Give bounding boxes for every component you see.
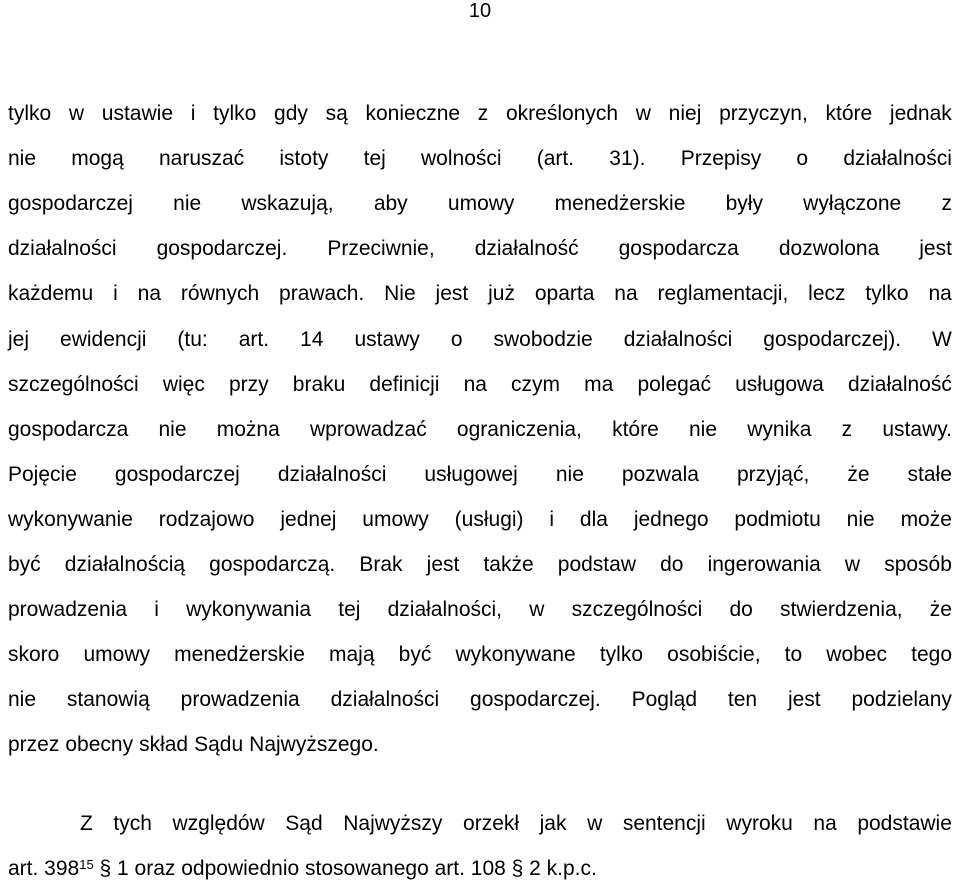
text-line: [8, 595, 952, 625]
word: usługowej: [424, 462, 518, 486]
word: jednej: [280, 507, 337, 531]
word: działalność: [474, 237, 579, 261]
word: nie: [8, 147, 37, 171]
paragraph-2-line-2: [8, 854, 952, 884]
footnote-superscript: 15: [79, 857, 94, 872]
word: tylko: [865, 282, 909, 306]
word: tej: [338, 598, 361, 622]
word: z: [477, 102, 489, 125]
text-line: [8, 640, 952, 670]
word: ustawy.: [882, 417, 952, 441]
word: skoro: [8, 643, 60, 667]
word: ustawy: [354, 327, 420, 351]
word: dla: [579, 507, 608, 531]
word: konieczne: [365, 102, 461, 125]
text-line: [8, 370, 952, 400]
word: gospodarczej: [114, 462, 240, 486]
word: 14: [300, 327, 324, 351]
word: Pojęcie: [8, 462, 77, 486]
word: jej: [8, 327, 30, 351]
word: jest: [919, 237, 952, 261]
word: gospodarczej).: [763, 327, 902, 351]
text-line: [8, 325, 952, 355]
word: jest: [787, 688, 821, 712]
word: działalności: [277, 462, 387, 486]
word: jest: [426, 553, 460, 576]
word: i: [549, 507, 555, 531]
word: (art.: [536, 147, 575, 171]
word: gospodarczej.: [156, 237, 288, 261]
word: ma: [584, 372, 614, 396]
word: szczególności: [8, 372, 139, 396]
word: już: [488, 282, 515, 306]
word: Przeciwnie,: [327, 237, 435, 261]
word: na: [614, 282, 638, 306]
word: podstaw: [557, 553, 636, 576]
word: przy: [228, 372, 269, 396]
word: są: [325, 102, 348, 125]
word: wyroku: [726, 812, 793, 835]
word: ustawie: [101, 102, 173, 125]
word: mają: [329, 643, 375, 667]
word: działalności: [843, 147, 952, 171]
text-line: [8, 144, 952, 174]
word: że: [847, 462, 870, 486]
word: art.: [238, 327, 270, 351]
word: podzielany: [851, 688, 952, 712]
word: naruszać: [158, 147, 245, 171]
text-line: [8, 460, 952, 490]
word: braku: [292, 372, 346, 396]
word: nie: [8, 688, 37, 712]
word: działalności: [330, 688, 440, 712]
word: nie: [158, 417, 187, 441]
word: obecny: [65, 733, 134, 757]
word: wynika: [747, 417, 812, 441]
word: Nie: [384, 282, 416, 306]
word: działalność: [847, 372, 952, 396]
word: w: [844, 553, 861, 576]
word: umowy: [83, 643, 151, 667]
word: swobodzie: [493, 327, 593, 351]
word: W: [932, 327, 952, 351]
word: podmiotu: [734, 507, 821, 531]
word: sposób: [884, 553, 952, 576]
word: tylko: [213, 102, 257, 125]
word: Pogląd: [631, 688, 698, 712]
word: stanowią: [66, 688, 150, 712]
word: tej: [363, 147, 386, 171]
word: stałe: [907, 462, 952, 486]
word: tego: [911, 643, 952, 667]
word: o: [450, 327, 463, 351]
word: wprowadzać: [309, 417, 427, 441]
word: ograniczenia,: [456, 417, 582, 441]
word: więc: [162, 372, 205, 396]
page-number: 10: [468, 0, 492, 22]
word: Sądu: [194, 733, 244, 757]
word: menedżerskie: [174, 643, 305, 667]
word: (tu:: [177, 327, 208, 351]
word: gospodarcza: [8, 417, 129, 441]
word: skład: [139, 733, 189, 757]
word: (usługi): [454, 507, 524, 531]
word: działalności: [623, 327, 733, 351]
word: tylko: [8, 102, 52, 125]
word: że: [929, 598, 952, 622]
word: Najwyższego.: [249, 733, 379, 757]
word: szczególności: [571, 598, 703, 622]
word: niej: [668, 102, 702, 125]
word: jak: [539, 812, 567, 835]
word: prowadzenia: [180, 688, 300, 712]
word: Z: [80, 812, 93, 835]
word: gospodarczej.: [470, 688, 601, 712]
text-line: [8, 415, 952, 445]
word: orzekł: [463, 812, 520, 835]
word: o: [796, 147, 809, 171]
word: podstawie: [857, 812, 952, 835]
word: Brak: [359, 553, 403, 576]
word: które: [612, 417, 659, 441]
word: 31).: [609, 147, 646, 171]
word: Najwyższy: [343, 812, 443, 835]
word: to: [784, 643, 803, 667]
text-line: [8, 189, 952, 219]
word: gospodarczą.: [209, 553, 336, 576]
text-line: [8, 685, 952, 715]
word: mogą: [71, 147, 124, 171]
word: nie: [555, 462, 584, 486]
word: tych: [113, 812, 152, 835]
word: usługowa: [735, 372, 824, 396]
word: oparta: [534, 282, 595, 306]
word: istoty: [279, 147, 329, 171]
citation-start: art. 398: [8, 857, 80, 880]
word: przyczyn,: [719, 102, 808, 125]
word: Sąd: [285, 812, 323, 835]
text-line: [8, 234, 952, 264]
word: każdemu: [8, 282, 94, 306]
word: na: [463, 372, 487, 396]
word: z: [841, 417, 853, 441]
word: względów: [172, 812, 265, 835]
word: jednego: [633, 507, 709, 531]
word: w: [635, 102, 651, 125]
word: pozwala: [621, 462, 699, 486]
word: wykonywania: [186, 598, 312, 622]
word: działalności: [8, 237, 117, 261]
word: ewidencji: [60, 327, 147, 351]
word: umowy: [447, 192, 515, 216]
word: i: [113, 282, 118, 306]
word: były: [725, 192, 763, 216]
word: czym: [511, 372, 561, 396]
word: przez: [8, 733, 60, 757]
word: wolności: [421, 147, 502, 171]
word: w: [529, 598, 545, 622]
word: menedżerskie: [554, 192, 686, 216]
word: wykonywane: [455, 643, 576, 667]
text-line: [8, 99, 952, 129]
word: jest: [435, 282, 469, 306]
word: wykonywanie: [8, 507, 133, 531]
word: na: [813, 812, 837, 835]
word: działalnością: [64, 553, 186, 576]
word: i: [154, 598, 159, 622]
word: w: [587, 812, 603, 835]
word: działalności,: [387, 598, 503, 622]
word: reglamentacji,: [657, 282, 789, 306]
word: na: [137, 282, 162, 306]
text-line: [8, 279, 952, 309]
word: równych: [180, 282, 260, 306]
word: w: [68, 102, 85, 125]
citation-end: § 1 oraz odpowiednio stosowanego art. 108 § 2 k.p.c.: [93, 857, 597, 880]
word: i: [190, 102, 196, 125]
word: ingerowania: [707, 553, 821, 576]
word: Przepisy: [680, 147, 762, 171]
word: wskazują,: [241, 192, 334, 216]
word: dozwolona: [778, 237, 880, 261]
word: przyjąć,: [736, 462, 810, 486]
word: można: [216, 417, 280, 441]
text-line: [8, 730, 952, 760]
word: tylko: [599, 643, 644, 667]
word: umowy: [362, 507, 429, 531]
word: gospodarcza: [618, 237, 739, 261]
word: także: [483, 553, 534, 576]
text-line: [8, 550, 952, 580]
word: wobec: [826, 643, 887, 667]
word: nie: [846, 507, 875, 531]
word: być: [8, 553, 41, 576]
word: być: [398, 643, 432, 667]
word: prowadzenia: [8, 598, 128, 622]
word: lecz: [808, 282, 846, 306]
word: które: [825, 102, 873, 125]
word: określonych: [506, 102, 619, 125]
word: z: [941, 192, 952, 216]
word: definicji: [369, 372, 440, 396]
word: do: [660, 553, 684, 576]
word: osobiście,: [667, 643, 761, 667]
text-line: [8, 505, 952, 535]
word: rodzajowo: [158, 507, 255, 531]
word: do: [729, 598, 753, 622]
word: stwierdzenia,: [780, 598, 903, 622]
word: ten: [727, 688, 758, 712]
word: aby: [373, 192, 408, 216]
word: nie: [688, 417, 717, 441]
word: prawach.: [279, 282, 365, 306]
word: polegać: [637, 372, 711, 396]
word: jednak: [889, 102, 952, 125]
word: sentencji: [622, 812, 706, 835]
paragraph-2-line-1: [80, 809, 952, 839]
word: może: [900, 507, 952, 531]
word: nie: [173, 192, 202, 216]
word: na: [928, 282, 952, 306]
word: wyłączone: [803, 192, 902, 216]
word: gdy: [274, 102, 308, 125]
word: gospodarczej: [8, 192, 133, 216]
